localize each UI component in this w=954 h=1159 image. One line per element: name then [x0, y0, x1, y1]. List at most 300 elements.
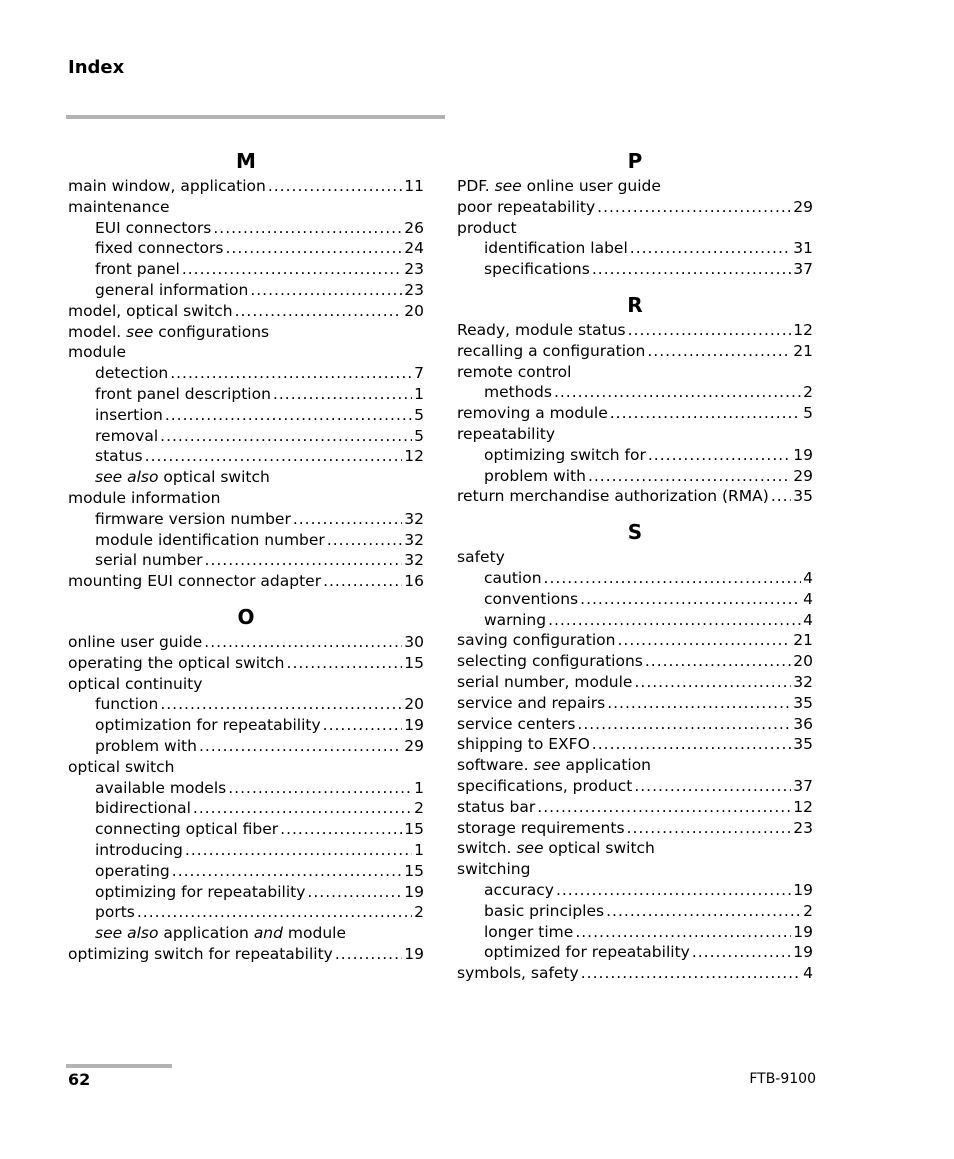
dot-leader	[280, 819, 402, 840]
entry-page-number: 7	[414, 364, 424, 383]
index-subentry	[68, 218, 424, 239]
index-entry	[457, 651, 813, 672]
entry-text-part: caution	[484, 568, 542, 587]
index-entry	[457, 734, 813, 755]
index-subentry	[457, 445, 813, 466]
dot-leader	[199, 736, 402, 757]
entry-text-part: detection	[95, 364, 169, 383]
section-letter: P	[627, 149, 643, 173]
dot-leader	[268, 176, 402, 197]
index-entry	[68, 571, 424, 592]
entry-text-part: general information	[95, 280, 249, 299]
dot-leader	[645, 651, 791, 672]
dot-leader	[548, 610, 801, 631]
index-subentry	[68, 467, 424, 488]
entry-page-number: 35	[793, 735, 813, 754]
entry-page-number: 29	[793, 197, 813, 216]
dot-leader	[771, 486, 791, 507]
index-entry	[68, 342, 424, 363]
entry-text-part: module	[282, 924, 346, 943]
entry-page-number: 35	[793, 693, 813, 712]
entry-text-part: configurations	[153, 322, 270, 341]
index-entry	[68, 197, 424, 218]
entry-text	[457, 424, 555, 445]
dot-leader	[577, 714, 791, 735]
index-subentry	[68, 840, 424, 861]
index-entry	[457, 630, 813, 651]
dot-leader	[293, 509, 402, 530]
dot-leader	[627, 818, 792, 839]
index-entry	[457, 797, 813, 818]
dot-leader	[588, 466, 791, 487]
entry-text-part: product	[457, 218, 517, 237]
entry-page-number: 23	[404, 280, 424, 299]
dot-leader	[634, 776, 791, 797]
entry-text-part: front panel description	[95, 384, 271, 403]
dot-leader	[628, 320, 792, 341]
entry-text	[68, 653, 285, 674]
entry-text-part: selecting configurations	[457, 652, 643, 671]
entry-text-part: optical continuity	[68, 674, 203, 693]
index-subentry	[68, 861, 424, 882]
entry-page-number: 1	[414, 384, 424, 403]
entry-text	[95, 819, 278, 840]
entry-italic-text: see also	[95, 468, 159, 487]
entry-text	[95, 882, 305, 903]
entry-text-part: model.	[68, 322, 127, 341]
entry-text	[68, 322, 269, 343]
entry-text-part: connecting optical fiber	[95, 820, 279, 839]
dot-leader	[606, 901, 801, 922]
entry-text-part: recalling a configuration	[457, 341, 646, 360]
entry-text	[457, 176, 661, 197]
entry-text	[95, 715, 321, 736]
entry-text	[68, 342, 126, 363]
entry-text	[68, 674, 202, 695]
entry-text	[95, 736, 197, 757]
entry-text-part: operating	[95, 861, 170, 880]
entry-page-number: 23	[404, 260, 424, 279]
dot-leader	[228, 778, 412, 799]
entry-text	[95, 426, 158, 447]
entry-text	[484, 445, 646, 466]
index-entry	[457, 547, 813, 568]
dot-leader	[185, 840, 412, 861]
entry-text-part: ports	[95, 903, 135, 922]
entry-text-part: optimization for repeatability	[95, 716, 321, 735]
index-subentry	[68, 509, 424, 530]
dot-leader	[647, 341, 791, 362]
entry-italic-text: see	[126, 322, 154, 341]
entry-page-number: 21	[793, 341, 813, 360]
entry-text	[484, 880, 554, 901]
index-section-r	[457, 290, 813, 507]
entry-page-number: 5	[414, 426, 424, 445]
entry-text-part: online user guide	[68, 632, 203, 651]
entry-text	[457, 341, 645, 362]
index-subentry	[457, 466, 813, 487]
index-subentry	[68, 550, 424, 571]
entry-page-number: 1	[414, 840, 424, 859]
index-entry	[457, 362, 813, 383]
entry-text	[457, 320, 626, 341]
index-entry	[457, 672, 813, 693]
entry-page-number: 36	[793, 714, 813, 733]
entry-text-part: identification label	[484, 239, 628, 258]
entry-text-part: firmware version number	[95, 509, 291, 528]
index-subentry	[68, 819, 424, 840]
index-subentry	[68, 715, 424, 736]
dot-leader	[335, 944, 402, 965]
entry-text	[457, 651, 643, 672]
entry-text	[457, 859, 530, 880]
index-entry	[68, 757, 424, 778]
index-subentry	[68, 798, 424, 819]
entry-text	[68, 632, 202, 653]
dot-leader	[273, 384, 412, 405]
entry-text	[95, 861, 170, 882]
entry-text	[457, 630, 615, 651]
dot-leader	[137, 902, 412, 923]
dot-leader	[235, 301, 403, 322]
index-subentry	[457, 238, 813, 259]
entry-text-part: operating the optical switch	[68, 653, 285, 672]
index-subentry	[457, 942, 813, 963]
entry-page-number: 30	[404, 632, 424, 651]
index-column-right	[457, 146, 813, 994]
index-section-m	[68, 146, 424, 592]
entry-italic-text: and	[253, 924, 283, 943]
index-subentry	[457, 382, 813, 403]
index-subentry	[68, 363, 424, 384]
entry-text-part: optimizing switch for	[484, 445, 646, 464]
entry-text-part: warning	[484, 610, 547, 629]
entry-page-number: 32	[404, 530, 424, 549]
entry-page-number: 2	[803, 901, 813, 920]
entry-text-part: poor repeatability	[457, 197, 596, 216]
footer-rule	[66, 1064, 172, 1068]
dot-leader	[170, 363, 412, 384]
entry-text-part: switching	[457, 860, 531, 879]
section-letter: M	[236, 149, 256, 173]
entry-text-part: problem with	[95, 736, 197, 755]
dot-leader	[287, 653, 403, 674]
dot-leader	[323, 571, 402, 592]
index-subentry	[68, 405, 424, 426]
entry-text	[68, 488, 220, 509]
index-subentry	[68, 902, 424, 923]
entry-text-part: fixed connectors	[95, 239, 224, 258]
entry-page-number: 5	[414, 405, 424, 424]
index-column-left	[68, 146, 424, 975]
entry-text-part: longer time	[484, 922, 574, 941]
dot-leader	[172, 861, 402, 882]
entry-text	[457, 547, 505, 568]
dot-leader	[160, 694, 402, 715]
index-entry	[457, 818, 813, 839]
index-subentry	[457, 880, 813, 901]
entry-text-part: EUI connectors	[95, 218, 212, 237]
entry-page-number: 12	[793, 797, 813, 816]
entry-text-part: basic principles	[484, 901, 605, 920]
index-entry	[457, 218, 813, 239]
index-subentry	[68, 384, 424, 405]
entry-text	[68, 197, 170, 218]
entry-text	[484, 901, 604, 922]
index-subentry	[68, 238, 424, 259]
dot-leader	[610, 403, 801, 424]
entry-text-part: optical switch	[543, 839, 655, 858]
entry-page-number: 37	[793, 776, 813, 795]
entry-text-part: optimizing for repeatability	[95, 882, 306, 901]
index-entry	[457, 197, 813, 218]
index-subentry	[68, 923, 424, 944]
entry-text-part: optical switch	[68, 757, 175, 776]
index-subentry	[68, 426, 424, 447]
entry-text	[95, 467, 270, 488]
index-entry	[68, 322, 424, 343]
entry-text	[95, 218, 211, 239]
entry-page-number: 15	[404, 861, 424, 880]
entry-page-number: 11	[404, 177, 424, 195]
index-subentry	[457, 259, 813, 280]
index-entry	[457, 424, 813, 445]
dot-leader	[145, 446, 403, 467]
entry-text	[95, 384, 271, 405]
entry-page-number: 20	[404, 695, 424, 714]
index-entry	[68, 674, 424, 695]
entry-text	[68, 301, 233, 322]
entry-italic-text: see also	[95, 924, 159, 943]
entry-text-part: optimized for repeatability	[484, 943, 690, 962]
entry-text-part: shipping to EXFO	[457, 735, 590, 754]
entry-text	[457, 797, 535, 818]
index-subentry	[68, 280, 424, 301]
entry-page-number: 19	[404, 882, 424, 901]
dot-leader	[556, 880, 791, 901]
entry-text	[457, 693, 605, 714]
entry-text-part: module	[68, 343, 127, 362]
entry-text	[95, 405, 163, 426]
entry-text-part: removal	[95, 426, 159, 445]
entry-page-number: 19	[404, 716, 424, 735]
dot-leader	[607, 693, 791, 714]
index-subentry	[457, 922, 813, 943]
entry-text	[484, 238, 628, 259]
entry-page-number: 4	[803, 568, 813, 587]
entry-text	[457, 486, 769, 507]
entry-page-number: 4	[803, 589, 813, 608]
entry-text-part: model, optical switch	[68, 301, 233, 320]
entry-page-number: 2	[803, 383, 813, 402]
entry-text	[457, 838, 655, 859]
dot-leader	[634, 672, 791, 693]
entry-text	[484, 568, 542, 589]
entry-page-number: 32	[404, 551, 424, 570]
index-entry	[68, 301, 424, 322]
dot-leader	[182, 259, 402, 280]
index-entry	[68, 176, 424, 197]
entry-text	[457, 672, 632, 693]
dot-leader	[581, 963, 801, 984]
entry-page-number: 19	[404, 944, 424, 963]
entry-page-number: 23	[793, 818, 813, 837]
index-subentry	[457, 901, 813, 922]
index-subentry	[457, 589, 813, 610]
entry-page-number: 24	[404, 239, 424, 258]
entry-text	[457, 776, 632, 797]
entry-page-number: 12	[404, 447, 424, 466]
dot-leader	[193, 798, 412, 819]
index-entry	[68, 653, 424, 674]
entry-text-part: saving configuration	[457, 631, 616, 650]
entry-italic-text: see	[533, 756, 561, 775]
entry-text-part: optimizing switch for repeatability	[68, 944, 333, 963]
entry-text	[457, 818, 625, 839]
entry-text-part: application	[158, 924, 254, 943]
entry-text	[457, 755, 651, 776]
dot-leader	[544, 568, 802, 589]
entry-text-part: accuracy	[484, 880, 554, 899]
index-entry	[457, 963, 813, 984]
section-letter: S	[627, 520, 643, 545]
entry-page-number: 1	[414, 778, 424, 797]
dot-leader	[213, 218, 402, 239]
entry-text-part: module information	[68, 488, 221, 507]
page-number: 62	[68, 1070, 91, 1089]
document-id: FTB-9100	[749, 1071, 816, 1087]
dot-leader	[323, 715, 403, 736]
index-entry	[457, 693, 813, 714]
entry-text-part: insertion	[95, 405, 163, 424]
dot-leader	[160, 426, 412, 447]
entry-text	[95, 840, 183, 861]
entry-text	[95, 778, 226, 799]
entry-text-part: application	[560, 756, 652, 775]
index-section-o	[68, 602, 424, 965]
entry-text-part: available models	[95, 778, 227, 797]
entry-text	[95, 363, 168, 384]
index-entry	[457, 486, 813, 507]
entry-text-part: online user guide	[521, 177, 661, 195]
entry-text	[457, 714, 575, 735]
entry-text	[95, 798, 191, 819]
entry-text	[457, 734, 590, 755]
entry-page-number: 15	[404, 820, 424, 839]
entry-text	[68, 571, 321, 592]
dot-leader	[617, 630, 791, 651]
entry-text	[68, 944, 333, 965]
entry-text-part: methods	[484, 383, 552, 402]
entry-text-part: removing a module	[457, 404, 608, 423]
entry-text	[95, 923, 346, 944]
entry-page-number: 31	[793, 239, 813, 258]
entry-text	[484, 589, 578, 610]
entry-text-part: specifications, product	[457, 776, 633, 795]
index-entry	[457, 176, 813, 197]
dot-leader	[225, 238, 402, 259]
index-subentry	[68, 259, 424, 280]
entry-page-number: 29	[793, 466, 813, 485]
entry-text	[484, 259, 590, 280]
entry-text	[95, 238, 223, 259]
entry-text-part: function	[95, 695, 159, 714]
entry-text	[95, 446, 143, 467]
section-letter: O	[237, 604, 255, 629]
dot-leader	[554, 382, 801, 403]
dot-leader	[575, 922, 791, 943]
header-rule	[66, 115, 445, 119]
dot-leader	[692, 942, 791, 963]
entry-text-part: introducing	[95, 840, 183, 859]
entry-text	[484, 382, 552, 403]
entry-page-number: 4	[803, 964, 813, 983]
entry-text-part: return merchandise authorization (RMA)	[457, 487, 769, 506]
entry-page-number: 15	[404, 653, 424, 672]
entry-text-part: main window, application	[68, 177, 266, 195]
dot-leader	[204, 632, 402, 653]
index-section-s	[457, 517, 813, 984]
entry-text-part: safety	[457, 548, 505, 567]
entry-page-number: 16	[404, 572, 424, 591]
entry-page-number: 19	[793, 880, 813, 899]
entry-text-part: symbols, safety	[457, 964, 579, 983]
entry-text-part: status	[95, 447, 143, 466]
dot-leader	[327, 530, 402, 551]
index-entry	[68, 944, 424, 965]
entry-page-number: 21	[793, 631, 813, 650]
entry-text-part: repeatability	[457, 424, 556, 443]
index-subentry	[68, 882, 424, 903]
dot-leader	[630, 238, 791, 259]
entry-text-part: bidirectional	[95, 799, 191, 818]
entry-text	[484, 610, 546, 631]
index-subentry	[68, 736, 424, 757]
index-section-p	[457, 146, 813, 280]
entry-text	[95, 530, 325, 551]
entry-text	[484, 466, 586, 487]
entry-text-part: conventions	[484, 589, 579, 608]
entry-text	[95, 509, 291, 530]
entry-text	[484, 942, 690, 963]
index-entry	[457, 320, 813, 341]
entry-page-number: 4	[803, 610, 813, 629]
section-letter: R	[627, 292, 643, 317]
dot-leader	[592, 734, 791, 755]
index-entry	[457, 776, 813, 797]
entry-text-part: problem with	[484, 466, 586, 485]
entry-text-part: specifications	[484, 260, 590, 279]
dot-leader	[307, 882, 402, 903]
entry-page-number: 5	[803, 404, 813, 423]
entry-text-part: switch.	[457, 839, 517, 858]
entry-text-part: service centers	[457, 714, 576, 733]
entry-text-part: mounting EUI connector adapter	[68, 572, 322, 591]
entry-text-part: service and repairs	[457, 693, 606, 712]
entry-page-number: 32	[404, 509, 424, 528]
dot-leader	[597, 197, 791, 218]
entry-text	[457, 197, 595, 218]
entry-page-number: 20	[404, 301, 424, 320]
entry-page-number: 37	[793, 260, 813, 279]
entry-text	[457, 362, 571, 383]
index-subentry	[457, 568, 813, 589]
page-header-title: Index	[68, 57, 125, 78]
entry-text-part: serial number, module	[457, 672, 633, 691]
index-entry	[457, 859, 813, 880]
entry-text	[95, 550, 203, 571]
entry-page-number: 19	[793, 943, 813, 962]
